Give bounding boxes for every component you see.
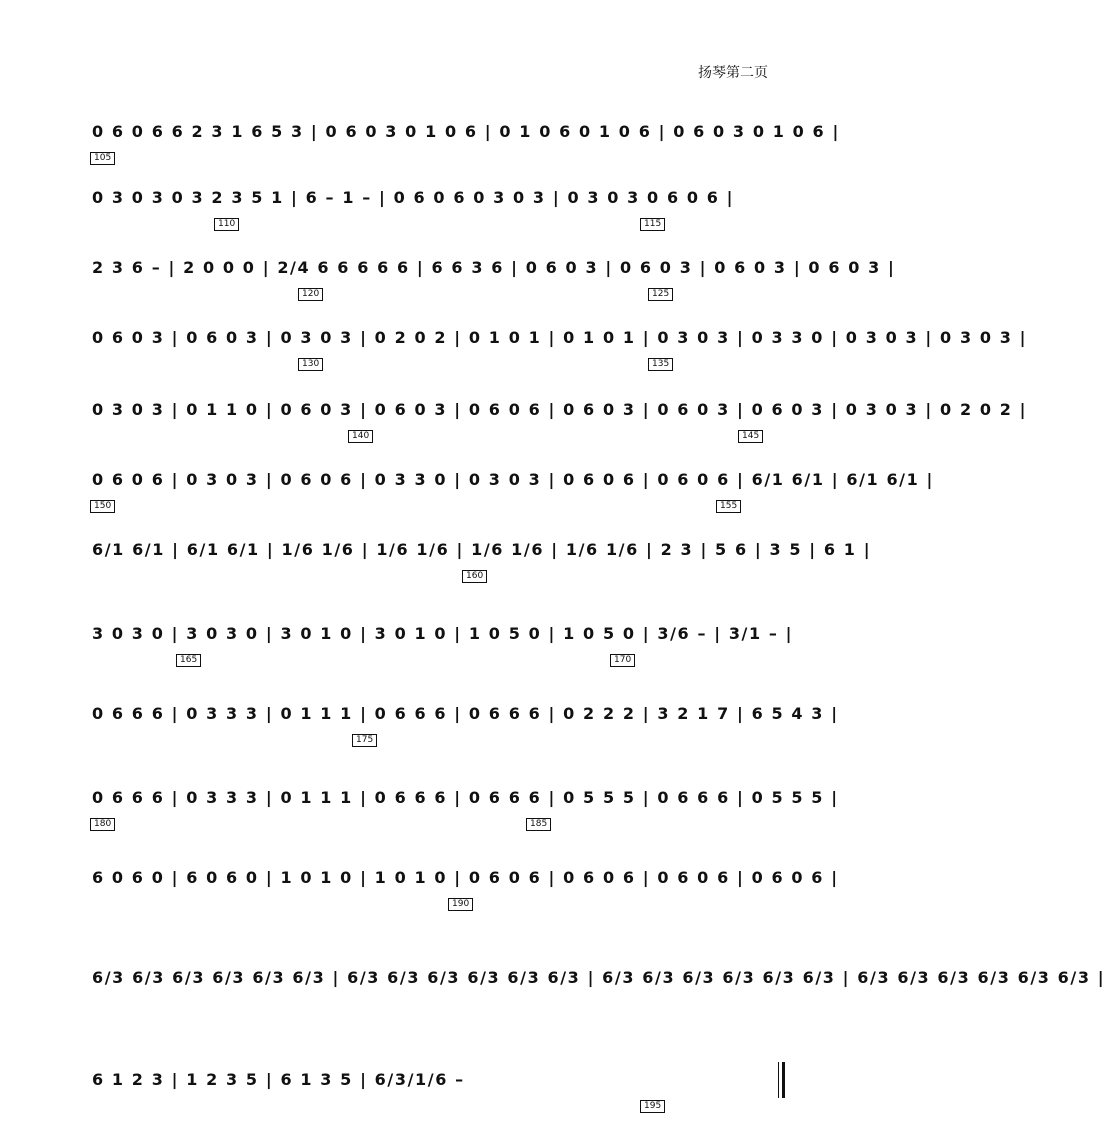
measure-number: 195: [640, 1100, 665, 1113]
notes-line: 0 6 0 6 | 0 3 0 3 | 0 6 0 6 | 0 3 3 0 | 0 3 0 3 | 0 6 0 6 | 0 6 0 6 | 6/1 6/1 | 6/1 6/1 |: [92, 470, 934, 489]
notes-line: 0 3 0 3 0 3 2 3 5 1 | 6 – 1 – | 0 6 0 6 0 3 0 3 | 0 3 0 3 0 6 0 6 |: [92, 188, 735, 207]
notes-line: 2 3 6 – | 2 0 0 0 | 2/4 6 6 6 6 6 | 6 6 3 6 | 0 6 0 3 | 0 6 0 3 | 0 6 0 3 | 0 6 0 3 |: [92, 258, 896, 277]
measure-number: 125: [648, 288, 673, 301]
measure-number: 115: [640, 218, 665, 231]
final-barline: [778, 1062, 785, 1098]
measure-number: 165: [176, 654, 201, 667]
notes-line: 0 6 6 6 | 0 3 3 3 | 0 1 1 1 | 0 6 6 6 | 0 6 6 6 | 0 2 2 2 | 3 2 1 7 | 6 5 4 3 |: [92, 704, 839, 723]
notes-line: 3 0 3 0 | 3 0 3 0 | 3 0 1 0 | 3 0 1 0 | 1 0 5 0 | 1 0 5 0 | 3/6 – | 3/1 – |: [92, 624, 794, 643]
measure-number: 160: [462, 570, 487, 583]
measure-number: 140: [348, 430, 373, 443]
measure-number: 145: [738, 430, 763, 443]
measure-number: 190: [448, 898, 473, 911]
measure-number: 155: [716, 500, 741, 513]
measure-number: 150: [90, 500, 115, 513]
measure-number: 135: [648, 358, 673, 371]
notes-line: 6 1 2 3 | 1 2 3 5 | 6 1 3 5 | 6/3/1/6 –: [92, 1070, 465, 1089]
notes-line: 0 6 6 6 | 0 3 3 3 | 0 1 1 1 | 0 6 6 6 | 0 6 6 6 | 0 5 5 5 | 0 6 6 6 | 0 5 5 5 |: [92, 788, 839, 807]
notes-line: 0 3 0 3 | 0 1 1 0 | 0 6 0 3 | 0 6 0 3 | 0 6 0 6 | 0 6 0 3 | 0 6 0 3 | 0 6 0 3 | 0 3 0 3 | 0 2 0 2 |: [92, 400, 1028, 419]
measure-number: 105: [90, 152, 115, 165]
measure-number: 175: [352, 734, 377, 747]
measure-number: 130: [298, 358, 323, 371]
measure-number: 180: [90, 818, 115, 831]
measure-number: 110: [214, 218, 239, 231]
measure-number: 120: [298, 288, 323, 301]
notes-line: 6/3 6/3 6/3 6/3 6/3 6/3 | 6/3 6/3 6/3 6/3 6/3 6/3 | 6/3 6/3 6/3 6/3 6/3 6/3 | 6/3 6/3 6/3 6/3 6/3 6/3 |: [92, 968, 1105, 987]
page-header: 扬琴第二页: [698, 65, 768, 81]
notes-line: 0 6 0 6 6 2 3 1 6 5 3 | 0 6 0 3 0 1 0 6 | 0 1 0 6 0 1 0 6 | 0 6 0 3 0 1 0 6 |: [92, 122, 840, 141]
notes-line: 6 0 6 0 | 6 0 6 0 | 1 0 1 0 | 1 0 1 0 | 0 6 0 6 | 0 6 0 6 | 0 6 0 6 | 0 6 0 6 |: [92, 868, 839, 887]
notes-line: 0 6 0 3 | 0 6 0 3 | 0 3 0 3 | 0 2 0 2 | 0 1 0 1 | 0 1 0 1 | 0 3 0 3 | 0 3 3 0 | 0 3 0 3 | 0 3 0 3 |: [92, 328, 1028, 347]
measure-number: 170: [610, 654, 635, 667]
notes-line: 6/1 6/1 | 6/1 6/1 | 1/6 1/6 | 1/6 1/6 | 1/6 1/6 | 1/6 1/6 | 2 3 | 5 6 | 3 5 | 6 1 |: [92, 540, 872, 559]
measure-number: 185: [526, 818, 551, 831]
